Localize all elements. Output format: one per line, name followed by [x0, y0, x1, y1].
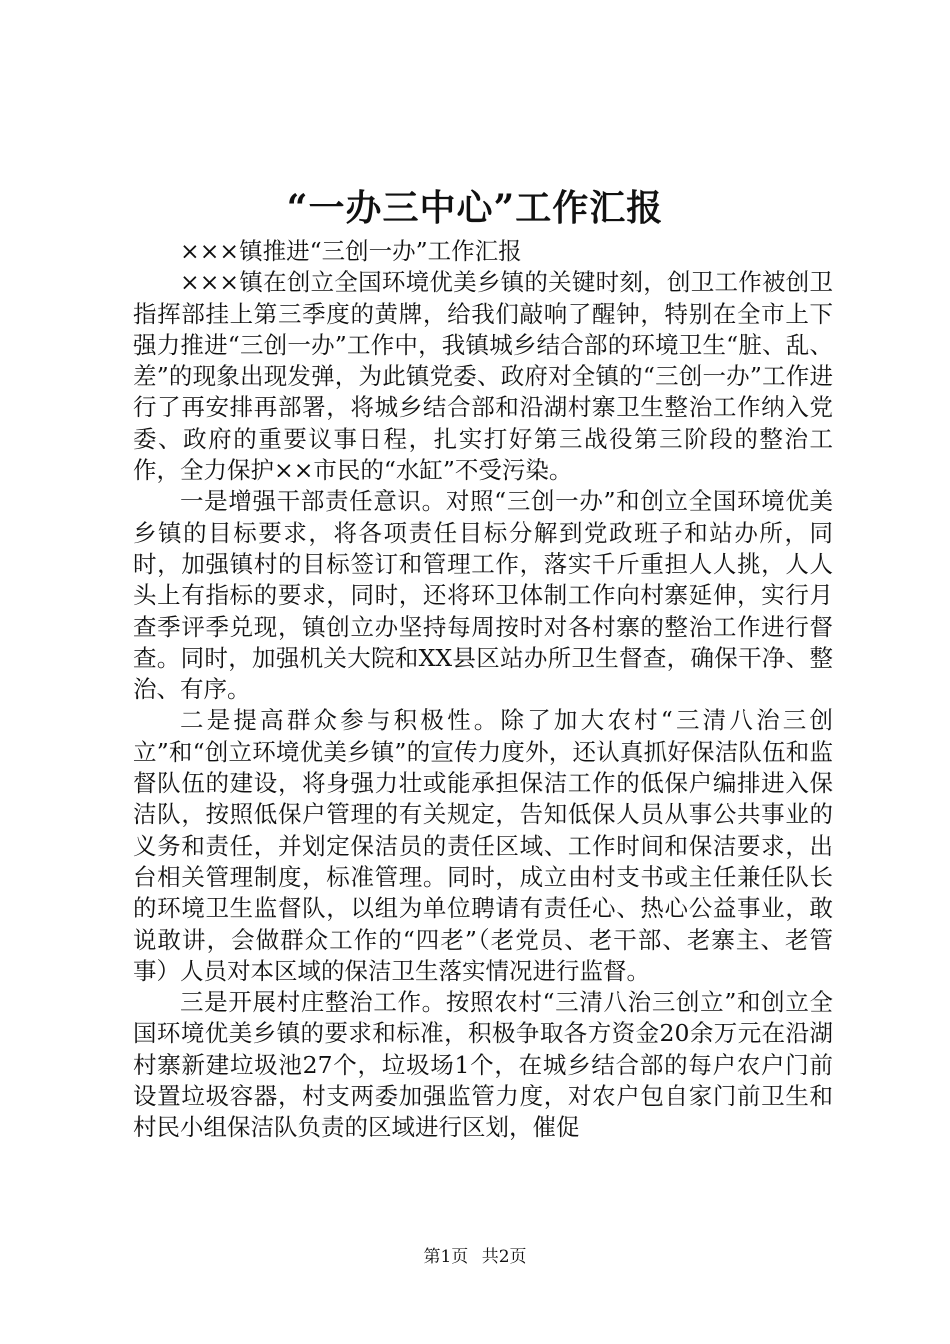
document-body	[133, 236, 833, 1144]
page-title: “一办三中心”工作汇报	[286, 187, 664, 229]
page-footer	[0, 1246, 950, 1268]
paragraph-point-1: 一是增强干部责任意识。对照“三创一办”和创立全国环境优美乡镇的目标要求，将各项责任目标分解到党政班子和站办所，同时，加强镇村的目标签订和管理工作，落实千斤重担人人挑，人人头上有指标的要求，同时，还将环卫体制工作向村寨延伸，实行月查季评季兑现，镇创立办坚持每周按时对各村寨的整治工作进行督查。同时，加强机关大院和XX县区站办所卫生督查，确保干净、整治、有序。	[133, 487, 833, 704]
paragraph-point-2: 二是提高群众参与积极性。除了加大农村“三清八治三创立”和“创立环境优美乡镇”的宣传力度外，还认真抓好保洁队伍和监督队伍的建设，将身强力壮或能承担保洁工作的低保户编排进入保洁队，按照低保户管理的有关规定，告知低保人员从事公共事业的义务和责任，并划定保洁员的责任区域、工作时间和保洁要求，出台相关管理制度，标准管理。同时，成立由村支书或主任兼任队长的环境卫生监督队，以组为单位聘请有责任心、热心公益事业，敢说敢讲，会做群众工作的“四老”（老党员、老干部、老寨主、老管事）人员对本区域的保洁卫生落实情况进行监督。	[133, 706, 833, 985]
page-number: 第1页	[423, 1247, 469, 1267]
paragraph-intro: ×××镇在创立全国环境优美乡镇的关键时刻，创卫工作被创卫指挥部挂上第三季度的黄牌，给我们敲响了醒钟，特别在全市上下强力推进“三创一办”工作中，我镇城乡结合部的环境卫生“脏、乱、差”的现象出现发弹，为此镇党委、政府对全镇的“三创一办”工作进行了再安排再部署，将城乡结合部和沿湖村寨卫生整治工作纳入党委、政府的重要议事日程，扎实打好第三战役第三阶段的整治工作，全力保护××市民的“水缸”不受污染。	[133, 268, 833, 485]
subtitle-paragraph: ×××镇推进“三创一办”工作汇报	[180, 237, 522, 265]
paragraph-point-3: 三是开展村庄整治工作。按照农村“三清八治三创立”和创立全国环境优美乡镇的要求和标准，积极争取各方资金20余万元在沿湖村寨新建垃圾池27个，垃圾场1个，在城乡结合部的每户农户门前设置垃圾容器，村支两委加强监管力度，对农户包自家门前卫生和村民小组保洁队负责的区域进行区划，催促	[133, 988, 833, 1142]
page-total: 共2页	[481, 1247, 527, 1267]
